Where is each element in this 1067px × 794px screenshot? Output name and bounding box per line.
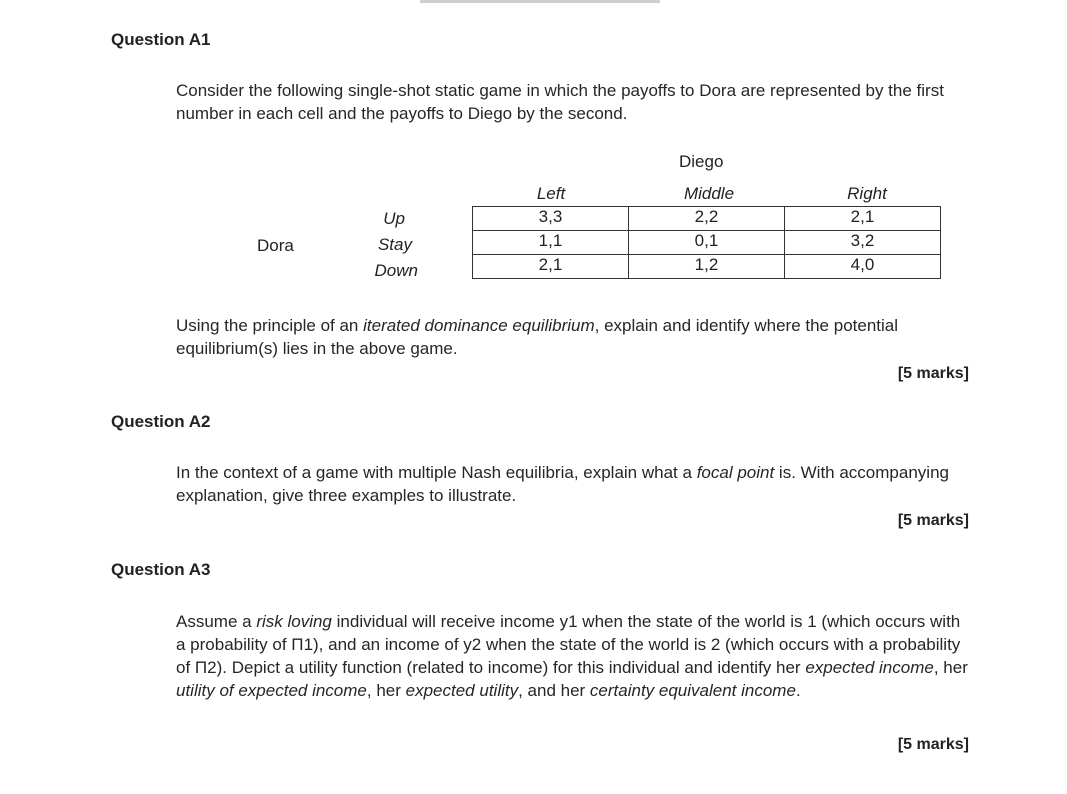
payoff-matrix [472,206,941,279]
question-emphasis: certainty equivalent income [589,681,796,700]
row-label-up: Up [383,209,405,228]
question-a1-intro-text: Consider the following single-shot static game in which the payoffs to Dora are represented by the first number in each cell and the payoffs to Diego by the second. [176,81,944,123]
payoff-cell [629,255,785,279]
question-text-part: . [795,681,801,700]
payoff-cell [473,207,629,231]
table-row [473,231,941,255]
question-a2-marks: [5 marks] [897,512,969,529]
column-header-middle: Middle [683,184,735,203]
question-emphasis: risk loving [256,612,332,631]
question-emphasis: expected utility [405,681,519,700]
payoff-cell [629,207,785,231]
question-a3-title: Question A3 [111,560,211,579]
payoff-value: 1,2 [694,254,719,274]
payoff-cell [629,231,785,255]
question-a2-text [176,461,971,507]
question-text-part: , and her [518,681,590,700]
question-text-part: , her [366,681,406,700]
question-a3-text [176,610,971,702]
question-text-part: Assume a [176,612,257,631]
question-text-part: is. With accompanying explanation, give three examples to illustrate. [176,463,949,505]
question-a1-prompt-text [176,314,971,360]
question-a3-marks: [5 marks] [897,736,969,753]
payoff-value: 1,1 [538,230,563,250]
payoff-cell [785,255,941,279]
question-emphasis: focal point [696,463,775,482]
column-header-right: Right [847,184,887,203]
question-a2-title: Question A2 [111,412,211,431]
payoff-value: 2,1 [850,206,875,226]
prompt-text-part: Using the principle of an [176,316,364,335]
table-row [473,207,941,231]
payoff-cell [785,231,941,255]
header-rule [420,0,660,3]
question-emphasis: expected income [805,658,934,677]
prompt-text-part: , explain and identify where the potential equilibrium(s) lies in the above game. [176,316,899,358]
row-label-down: Down [374,261,418,280]
table-row [473,255,941,279]
question-a1-prompt [176,314,971,360]
payoff-value: 4,0 [850,254,875,274]
question-a1-marks: [5 marks] [897,365,969,382]
question-text-part: In the context of a game with multiple Nash equilibria, explain what a [176,463,697,482]
payoff-value: 3,3 [538,206,563,226]
column-header-left: Left [536,184,566,203]
row-label-stay: Stay [377,235,412,254]
payoff-cell [785,207,941,231]
row-player-label: Dora [257,236,294,255]
question-text-part: , her [933,658,968,677]
payoff-cell [473,231,629,255]
question-a1-title: Question A1 [111,30,211,49]
payoff-value: 0,1 [694,230,719,250]
prompt-emphasis: iterated dominance equilibrium [363,316,595,335]
question-emphasis: utility of expected income [176,681,367,700]
question-text-part: individual will receive income y1 when the state of the world is 1 (which occurs with a probability of Π1), and an income of y2 when the state of the world is 2 (which occurs with a probability of Π2). Depict a utility function (related to income) for this individual and identify her [176,612,961,677]
payoff-value: 2,2 [694,206,719,226]
payoff-value: 3,2 [850,230,875,250]
question-a1-intro [176,79,971,125]
column-player-label: Diego [679,152,724,171]
payoff-value: 2,1 [538,254,563,274]
question-a2-text-body [176,461,971,507]
question-a3-text-body [176,610,971,702]
payoff-cell [473,255,629,279]
